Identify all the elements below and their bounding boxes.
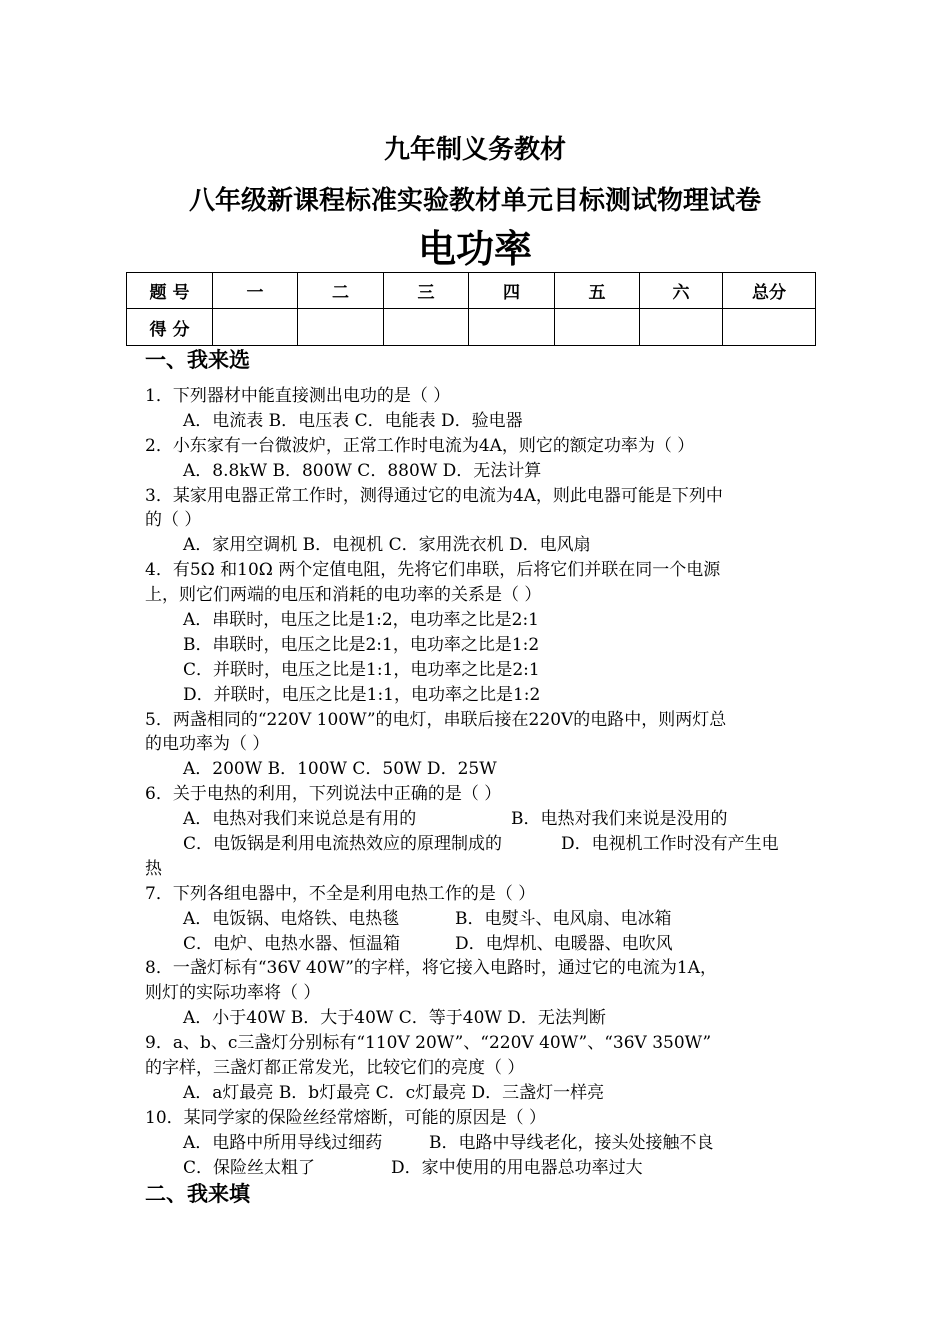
question-1: 1．下列器材中能直接测出电功的是（ ） (145, 386, 451, 406)
question-6-option-d-cont: 热 (145, 858, 162, 879)
question-6-option-c: C．电饭锅是利用电流热效应的原理制成的 (183, 834, 503, 855)
score-row-label: 得 分 (127, 309, 213, 346)
question-2: 2．小东家有一台微波炉，正常工作时电流为4A，则它的额定功率为（ ） (145, 435, 695, 456)
question-4-option-a: A．串联时，电压之比是1:2，电功率之比是2:1 (183, 610, 539, 631)
score-cell[interactable] (555, 309, 640, 346)
exam-title: 八年级新课程标准实验教材单元目标测试物理试卷 (188, 186, 761, 216)
score-table (126, 272, 816, 346)
question-9: 9．a、b、c三盏灯分别标有“110V 20W”、“220V 40W”、“36V 350W” (145, 1033, 712, 1054)
question-9-options: A．a灯最亮 B．b灯最亮 C．c灯最亮 D．三盏灯一样亮 (183, 1082, 605, 1103)
question-8: 8．一盏灯标有“36V 40W”的字样，将它接入电路时，通过它的电流为1A， (145, 958, 718, 979)
question-7-option-b: B．电熨斗、电风扇、电冰箱 (455, 908, 672, 929)
question-10-option-a: A．电路中所用导线过细药 (183, 1132, 383, 1153)
score-cell[interactable] (298, 309, 384, 346)
question-4: 4．有5Ω 和10Ω 两个定值电阻，先将它们串联，后将它们并联在同一个电源 (145, 560, 721, 581)
question-9-cont: 的字样，三盏灯都正常发光，比较它们的亮度（ ） (145, 1058, 525, 1079)
question-4-cont: 上，则它们两端的电压和消耗的电功率的关系是（ ） (145, 585, 542, 606)
score-cell[interactable] (640, 309, 723, 346)
score-table-header-row (127, 273, 816, 309)
question-4-option-b: B．串联时，电压之比是2:1，电功率之比是1:2 (183, 634, 540, 655)
question-10-options-cd (145, 1156, 815, 1181)
question-6-options-ab (145, 807, 815, 832)
question-8-cont: 则灯的实际功率将（ ） (145, 983, 321, 1004)
question-10-option-c: C．保险丝太粗了 (183, 1157, 316, 1178)
question-7-option-a: A．电饭锅、电烙铁、电热毯 (183, 908, 400, 929)
question-6-option-a: A．电热对我们来说总是有用的 (183, 809, 417, 830)
score-header-cell: 四 (469, 273, 555, 309)
score-cell[interactable] (384, 309, 469, 346)
score-header-cell: 题 号 (127, 273, 213, 309)
question-8-options: A．小于40W B．大于40W C．等于40W D．无法判断 (183, 1008, 606, 1029)
question-6-option-d: D．电视机工作时没有产生电 (561, 834, 779, 855)
question-5: 5．两盏相同的“220V 100W”的电灯，串联后接在220V的电路中，则两灯总 (145, 709, 727, 730)
question-10-options-ab (145, 1131, 815, 1156)
score-cell[interactable] (469, 309, 555, 346)
section-heading-fill: 二、我来填 (145, 1182, 250, 1206)
question-4-option-d: D．并联时，电压之比是1:1，电功率之比是1:2 (183, 684, 541, 705)
score-header-cell: 三 (384, 273, 469, 309)
question-2-options: A．8.8kW B．800W C．880W D．无法计算 (183, 460, 542, 481)
question-6-option-b: B．电热对我们来说是没用的 (511, 809, 728, 830)
question-7-options-cd (145, 932, 815, 957)
question-7: 7．下列各组电器中，不全是利用电热工作的是（ ） (145, 883, 536, 904)
score-cell[interactable] (213, 309, 298, 346)
score-table-score-row (127, 309, 816, 346)
score-header-cell: 二 (298, 273, 384, 309)
question-7-option-c: C．电炉、电热水器、恒温箱 (183, 933, 401, 954)
question-3: 3．某家用电器正常工作时，测得通过它的电流为4A，则此电器可能是下列中 (145, 485, 723, 506)
question-6-options-cd (145, 832, 815, 857)
score-header-cell: 六 (640, 273, 723, 309)
question-4-option-c: C．并联时，电压之比是1:1，电功率之比是2:1 (183, 659, 540, 680)
score-header-cell: 一 (213, 273, 298, 309)
question-3-cont: 的（ ） (145, 510, 202, 531)
question-10: 10．某同学家的保险丝经常熔断，可能的原因是（ ） (145, 1107, 547, 1128)
question-7-option-d: D．电焊机、电暖器、电吹风 (455, 933, 673, 954)
question-5-cont: 的电功率为（ ） (145, 734, 270, 755)
question-7-options-ab (145, 907, 815, 932)
question-6: 6．关于电热的利用，下列说法中正确的是（ ） (145, 784, 502, 805)
section-heading-choose: 一、我来选 (145, 348, 250, 372)
question-3-options: A．家用空调机 B．电视机 C．家用洗衣机 D．电风扇 (183, 535, 591, 556)
score-header-cell: 五 (555, 273, 640, 309)
question-10-option-b: B．电路中导线老化，接头处接触不良 (429, 1132, 714, 1153)
question-5-options: A．200W B．100W C．50W D．25W (183, 759, 497, 780)
score-header-cell: 总分 (723, 273, 816, 309)
score-cell[interactable] (723, 309, 816, 346)
question-10-option-d: D．家中使用的用电器总功率过大 (391, 1157, 643, 1178)
series-title: 九年制义务教材 (383, 135, 566, 165)
questions-block (145, 384, 815, 1181)
question-1-options: A．电流表 B．电压表 C．电能表 D．验电器 (183, 410, 523, 431)
unit-title: 电功率 (417, 227, 532, 271)
